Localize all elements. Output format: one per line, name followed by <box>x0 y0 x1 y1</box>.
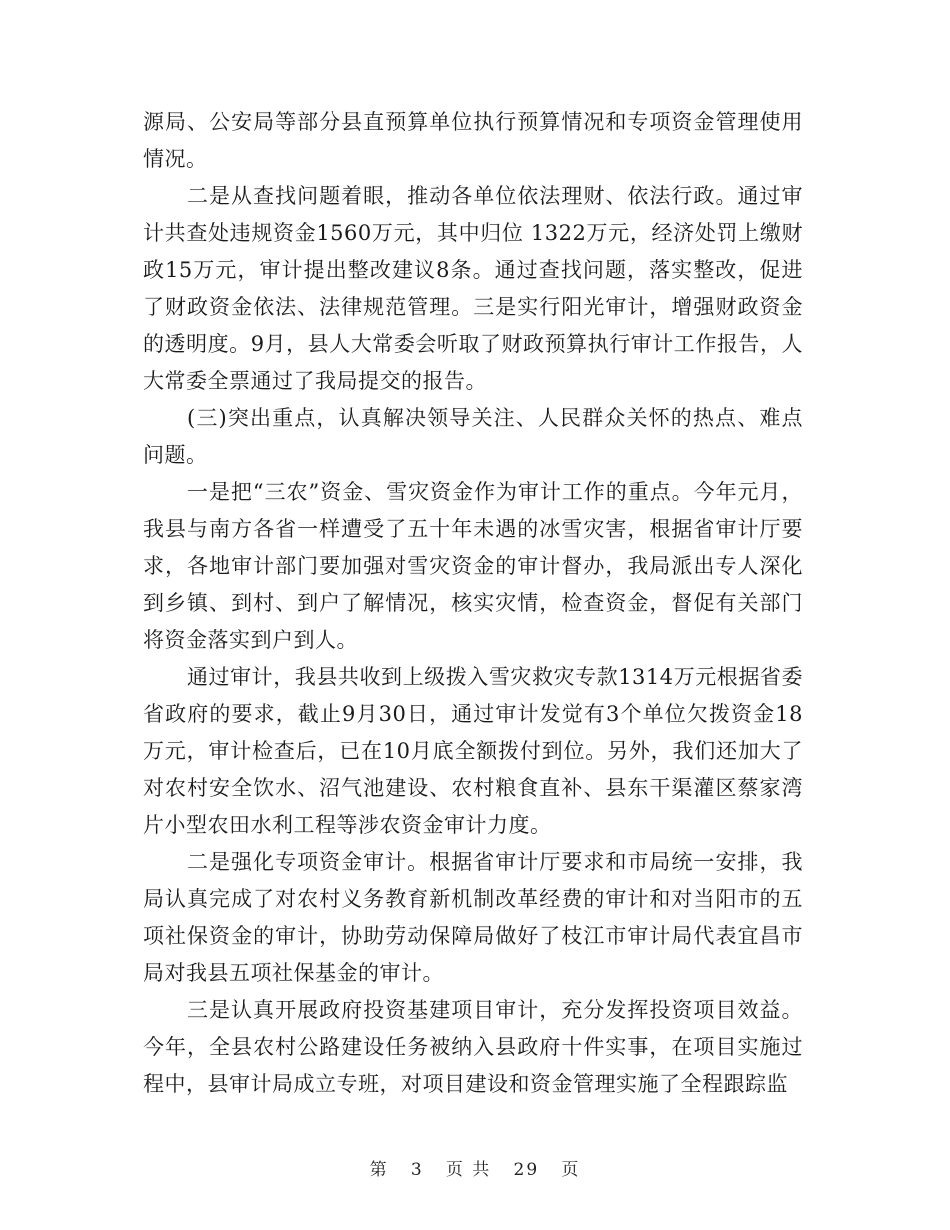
paragraph-6: 二是强化专项资金审计。根据省审计厅要求和市局统一安排，我局认真完成了对农村义务教育新机制改革经费的审计和对当阳市的五项社保资金的审计，协助劳动保障局做好了枝江市审计局代表宜昌市局对我县五项社保基金的审计。 <box>143 850 803 985</box>
paragraph-7: 三是认真开展政府投资基建项目审计，充分发挥投资项目效益。今年，全县农村公路建设任务被纳入县政府十件实事，在项目实施过程中，县审计局成立专班，对项目建设和资金管理实施了全程跟踪监 <box>143 998 803 1096</box>
total-pages-number: 29 <box>513 1160 540 1180</box>
paragraph-2: 二是从查找问题着眼，推动各单位依法理财、依法行政。通过审计共查处违规资金1560万元，其中归位 1322万元，经济处罚上缴财政15万元，审计提出整改建议8条。通过查找问题，落实整改，促进了财政资金依法、法律规范管理。三是实行阳光审计，增强财政资金的透明度。9月，县人大常委会听取了财政预算执行审计工作报告，人大常委全票通过了我局提交的报告。 <box>143 184 803 393</box>
footer-prefix: 第 <box>369 1160 389 1180</box>
footer-middle: 页 共 <box>445 1160 492 1180</box>
paragraph-5: 通过审计，我县共收到上级拨入雪灾救灾专款1314万元根据省委省政府的要求，截止9月30日，通过审计发觉有3个单位欠拨资金18万元，审计检查后，已在10月底全额拨付到位。另外，我们还加大了对农村安全饮水、沼气池建设、农村粮食直补、县东干渠灌区蔡家湾片小型农田水利工程等涉农资金审计力度。 <box>143 665 803 837</box>
paragraph-3: (三)突出重点，认真解决领导关注、人民群众关怀的热点、难点问题。 <box>143 406 803 467</box>
current-page-number: 3 <box>410 1160 424 1180</box>
document-body <box>143 104 803 1103</box>
paragraph-1: 源局、公安局等部分县直预算单位执行预算情况和专项资金管理使用情况。 <box>143 110 803 171</box>
page-footer <box>0 1155 950 1180</box>
footer-suffix: 页 <box>561 1160 581 1180</box>
paragraph-4: 一是把“三农”资金、雪灾资金作为审计工作的重点。今年元月，我县与南方各省一样遭受了五十年未遇的冰雪灾害，根据省审计厅要求，各地审计部门要加强对雪灾资金的审计督办，我局派出专人深化到乡镇、到村、到户了解情况，核实灾情，检查资金，督促有关部门将资金落实到户到人。 <box>143 480 803 652</box>
